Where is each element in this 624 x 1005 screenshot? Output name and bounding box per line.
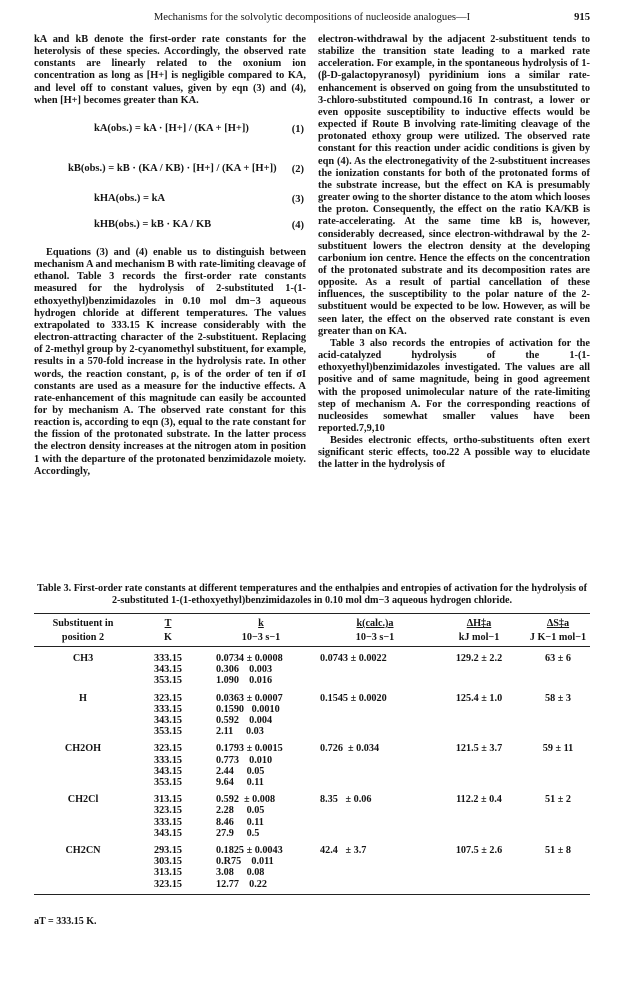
table-row (34, 664, 590, 675)
cell-enthalpy (432, 777, 526, 788)
col-unit-k: 10−3 s−1 (204, 632, 318, 647)
rate-constant-table (34, 613, 590, 895)
cell-temperature: 323.15 (153, 692, 182, 704)
cell-k: 8.46 0.11 (216, 816, 264, 828)
cell-enthalpy: 107.5 ± 2.6 (455, 845, 503, 857)
cell-substituent (34, 828, 132, 839)
page-header (34, 12, 590, 26)
equation-4-number: (4) (291, 219, 304, 231)
col-unit-substituent: position 2 (34, 632, 132, 647)
cell-substituent: H (79, 692, 87, 704)
cell-entropy (526, 715, 590, 726)
cell-enthalpy: 129.2 ± 2.2 (455, 653, 503, 664)
cell-enthalpy (432, 856, 526, 867)
cell-substituent (34, 715, 132, 726)
cell-temperature: 353.15 (153, 675, 182, 687)
cell-enthalpy: 112.2 ± 0.4 (456, 794, 502, 806)
cell-entropy (526, 766, 590, 777)
table-row (34, 839, 590, 856)
cell-substituent (34, 766, 132, 777)
cell-enthalpy (432, 726, 526, 737)
cell-kcalc (318, 726, 432, 737)
equation-3 (34, 189, 306, 209)
table-row (34, 788, 590, 805)
col-unit-kcalc: 10−3 s−1 (318, 632, 432, 647)
table-row (34, 805, 590, 816)
cell-enthalpy (432, 675, 526, 686)
cell-kcalc: 42.4 ± 3.7 (320, 845, 367, 857)
cell-kcalc (318, 766, 432, 777)
cell-substituent (34, 879, 132, 895)
equation-3-number: (3) (291, 193, 304, 205)
cell-k: 0.1793 ± 0.0015 (216, 743, 283, 755)
table-body (34, 647, 590, 895)
cell-temperature: 353.15 (153, 777, 182, 789)
cell-enthalpy (432, 766, 526, 777)
cell-temperature: 353.15 (153, 726, 182, 738)
table-row (34, 737, 590, 754)
cell-temperature: 343.15 (153, 664, 182, 676)
table-row (34, 647, 590, 665)
equation-4-body: kHB(obs.) = kB · KA / KB (94, 218, 212, 230)
cell-substituent (34, 856, 132, 867)
cell-substituent (34, 805, 132, 816)
cell-k: 1.090 0.016 (216, 675, 273, 687)
cell-kcalc: 0.1545 ± 0.0020 (320, 692, 387, 704)
cell-entropy (526, 867, 590, 878)
cell-kcalc: 0.726 ± 0.034 (320, 743, 380, 755)
table-row (34, 704, 590, 715)
cell-kcalc (318, 715, 432, 726)
cell-k: 0.0363 ± 0.0007 (216, 692, 283, 704)
table-caption: Table 3. First-order rate constants at different temperatures and the enthalpies and entropies of activation for the hydrolysis of 2-substituted 1-(1-ethoxyethyl)benzimidazoles in 0.10 mol dm−3 aqueous hydrogen chloride. (37, 583, 587, 607)
cell-substituent: CH3 (72, 653, 94, 664)
cell-kcalc (318, 704, 432, 715)
cell-entropy: 63 ± 6 (545, 653, 571, 664)
col-header-kcalc: k(calc.)a (318, 614, 432, 633)
equation-4 (34, 215, 306, 239)
col-header-substituent: Substituent in (34, 614, 132, 633)
table-row (34, 817, 590, 828)
cell-enthalpy (432, 704, 526, 715)
cell-enthalpy (432, 755, 526, 766)
cell-k: 2.28 0.05 (216, 805, 265, 817)
cell-k: 0.592 0.004 (216, 715, 273, 727)
col-unit-enthalpy: kJ mol−1 (432, 632, 526, 647)
cell-kcalc: 0.0743 ± 0.0022 (320, 653, 387, 664)
cell-temperature: 343.15 (153, 827, 182, 839)
cell-entropy (526, 777, 590, 788)
cell-entropy (526, 879, 590, 895)
cell-k: 0.R75 0.011 (216, 856, 274, 868)
cell-entropy: 51 ± 2 (545, 794, 571, 806)
table-row (34, 879, 590, 895)
table-row (34, 777, 590, 788)
cell-k: 9.64 0.11 (216, 777, 264, 789)
cell-temperature: 313.15 (153, 867, 182, 879)
right-paragraph-2: Table 3 also records the entropies of activation for the acid-catalyzed hydrolysis of the 1-(1-ethoxyethyl)benzimidazoles investigated. The values are all positive and of same magnitude, being in good agreement with the proposed unimolecular nature of the rate-limiting step of mechanism A. For the corresponding reactions of nucleosides somewhat smaller values have been reported.7,9,10 (318, 337, 590, 434)
cell-k: 3.08 0.08 (216, 867, 265, 879)
cell-kcalc: 8.35 ± 0.06 (320, 794, 372, 806)
cell-substituent (34, 664, 132, 675)
cell-temperature: 323.15 (132, 879, 204, 895)
cell-k: 27.9 0.5 (216, 827, 260, 839)
cell-substituent (34, 675, 132, 686)
cell-entropy (526, 704, 590, 715)
cell-substituent (34, 817, 132, 828)
table-row (34, 675, 590, 686)
cell-k: 2.44 0.05 (216, 765, 265, 777)
cell-enthalpy (432, 867, 526, 878)
cell-enthalpy (432, 817, 526, 828)
cell-entropy (526, 675, 590, 686)
cell-enthalpy: 125.4 ± 1.0 (455, 692, 503, 704)
cell-kcalc (318, 675, 432, 686)
cell-substituent: CH2Cl (67, 794, 99, 806)
col-header-k: k (204, 614, 318, 633)
cell-entropy: 58 ± 3 (545, 692, 571, 704)
right-paragraph-3: Besides electronic effects, ortho-substituents often exert significant steric effects, too.22 A possible way to elucidate the latter in the hydrolysis of (318, 435, 590, 471)
cell-entropy (526, 664, 590, 675)
table-row (34, 715, 590, 726)
cell-k: 0.773 0.010 (216, 754, 273, 766)
cell-entropy: 59 ± 11 (542, 743, 574, 755)
col-unit-entropy: J K−1 mol−1 (526, 632, 590, 647)
cell-temperature: 333.15 (153, 653, 182, 664)
table-row (34, 856, 590, 867)
table-row (34, 828, 590, 839)
cell-k: 0.1590 0.0010 (216, 703, 280, 715)
cell-entropy (526, 856, 590, 867)
cell-enthalpy (432, 879, 526, 895)
cell-kcalc (318, 805, 432, 816)
cell-substituent (34, 704, 132, 715)
right-paragraph-1: electron-withdrawal by the adjacent 2-substituent tends to stabilize the transition state leading to a marked rate acceleration. For example, in the spontaneous hydrolysis of 1-(β-D-galactopyranosyl) pyridinium ions a similar rate-enhancement is observed on going from the unsubstituted to 3-chloro-substituted compound.16 In contrast, a lower or even opposite susceptibility to inductive effects would be expected if Route B involving rate-limiting cleavage of the protonated ethoxy group were utilized. The observed rate constant for this reaction under acidic conditions is given by eqn (4). As the electronegativity of the 2-substituent increases the ionization constants for both of the protonated forms of the substrate increase, but the effect on KA is presumably greater owing to the shorter distance to the atom which looses the proton. Consequently, the effect on the ratio KA/KB is rate-accelerating. At the same time kB is, however, considerably decreased, since electron-withdrawal by the 2-substituent lowers the electron density at the developing carbonium ion centre. Hence the effects on the concentration of the protonated substrate and its decomposition rates are opposite. As a result of partial cancellation of these influences, the susceptibility to the polar nature of the 2-substituent would be expected to be low. However, as will be seen later, the effect on the observed rate constant is even greater than on KA. (318, 34, 590, 337)
cell-enthalpy (432, 715, 526, 726)
cell-substituent (34, 755, 132, 766)
left-paragraph-1: kA and kB denote the first-order rate constants for the heterolysis of these species. Accordingly, the observed rate constants are linearly related to the oxonium ion concentration as long as [H+] is negligible compared to KA, and level off to constant values, given by eqn (3) and (4), when [H+] becomes greater than KA. (34, 34, 306, 106)
cell-kcalc (318, 664, 432, 675)
cell-entropy (526, 817, 590, 828)
cell-kcalc (318, 777, 432, 788)
running-title: Mechanisms for the solvolytic decompositions of nucleoside analogues—I (153, 12, 471, 23)
cell-k: 0.306 0.003 (216, 664, 273, 676)
cell-entropy (526, 755, 590, 766)
cell-k: 0.0734 ± 0.0008 (216, 653, 283, 664)
equation-1-body: kA(obs.) = kA · [H+] / (KA + [H+]) (94, 122, 249, 134)
cell-temperature: 313.15 (153, 794, 182, 806)
cell-kcalc (318, 867, 432, 878)
left-column (34, 34, 306, 478)
cell-kcalc (318, 817, 432, 828)
page-number: 915 (574, 12, 590, 23)
cell-entropy (526, 828, 590, 839)
cell-temperature: 343.15 (153, 715, 182, 727)
cell-k: 2.11 0.03 (216, 726, 264, 738)
table-footnote: aT = 333.15 K. (34, 916, 97, 927)
cell-temperature: 343.15 (153, 765, 182, 777)
cell-k: 12.77 0.22 (204, 879, 318, 895)
cell-substituent (34, 777, 132, 788)
cell-substituent: CH2CN (65, 845, 101, 857)
equation-2-body: kB(obs.) = kB · (KA / KB) · [H+] / (KA + [H+]) (68, 162, 277, 174)
col-header-enthalpy: ΔH‡a (432, 614, 526, 633)
equation-1 (34, 119, 306, 143)
cell-kcalc (318, 828, 432, 839)
cell-temperature: 333.15 (153, 816, 182, 828)
equation-1-number: (1) (291, 123, 304, 135)
cell-temperature: 323.15 (153, 743, 182, 755)
table-row (34, 766, 590, 777)
cell-k: 0.1825 ± 0.0043 (216, 845, 283, 857)
cell-temperature: 333.15 (153, 754, 182, 766)
cell-temperature: 323.15 (153, 805, 182, 817)
cell-enthalpy (432, 664, 526, 675)
table-row (34, 726, 590, 737)
cell-enthalpy (432, 828, 526, 839)
col-header-temperature: T (132, 614, 204, 633)
col-header-entropy: ΔS‡a (526, 614, 590, 633)
right-column (318, 34, 590, 472)
cell-temperature: 293.15 (153, 845, 182, 857)
left-paragraph-2: Equations (3) and (4) enable us to distinguish between mechanism A and mechanism B with rate-limiting cleavage of ethanol. Table 3 records the first-order rate constants measured for the hydrolysis of 2-substituted 1-(1-ethoxyethyl)benzimidazoles in 0.10 mol dm−3 aqueous hydrogen chloride at different temperatures. The values extrapolated to 333.15 K increase considerably with the electron-attracting character of the 2-substituent. Replacing of 2-methyl group by 2-cyanomethyl substituent, for example, results in a 570-fold increase in the hydrolysis rate. In other words, the reaction constant, ρ, is of the order of ten if σI constants are used as a measure for the inductive effects. A rate-enhancement of this magnitude can easily be accounted for by mechanism A. The observed rate constant for this reaction is, according to eqn (3), equal to the rate constant for the fission of the protonated substrate. In the latter process the electron density increases at the nitrogen atom in position 1 with the departure of the protonated benzimidazole moiety. Accordingly, (34, 246, 306, 477)
equation-3-body: kHA(obs.) = kA (94, 192, 166, 204)
table-row (34, 867, 590, 878)
cell-k: 0.592 ± 0.008 (216, 794, 276, 806)
cell-enthalpy: 121.5 ± 3.7 (455, 743, 503, 755)
cell-entropy (526, 805, 590, 816)
cell-temperature: 333.15 (153, 703, 182, 715)
equation-2-number: (2) (291, 163, 304, 175)
cell-entropy (526, 726, 590, 737)
cell-kcalc (318, 856, 432, 867)
cell-kcalc (318, 755, 432, 766)
cell-enthalpy (432, 805, 526, 816)
cell-substituent (34, 726, 132, 737)
table-row (34, 755, 590, 766)
table-row (34, 687, 590, 704)
cell-temperature: 303.15 (153, 856, 182, 868)
cell-substituent: CH2OH (64, 743, 102, 755)
equation-2 (34, 159, 306, 183)
col-unit-temperature: K (132, 632, 204, 647)
cell-substituent (34, 867, 132, 878)
cell-entropy: 51 ± 8 (545, 845, 571, 857)
cell-kcalc (318, 879, 432, 895)
